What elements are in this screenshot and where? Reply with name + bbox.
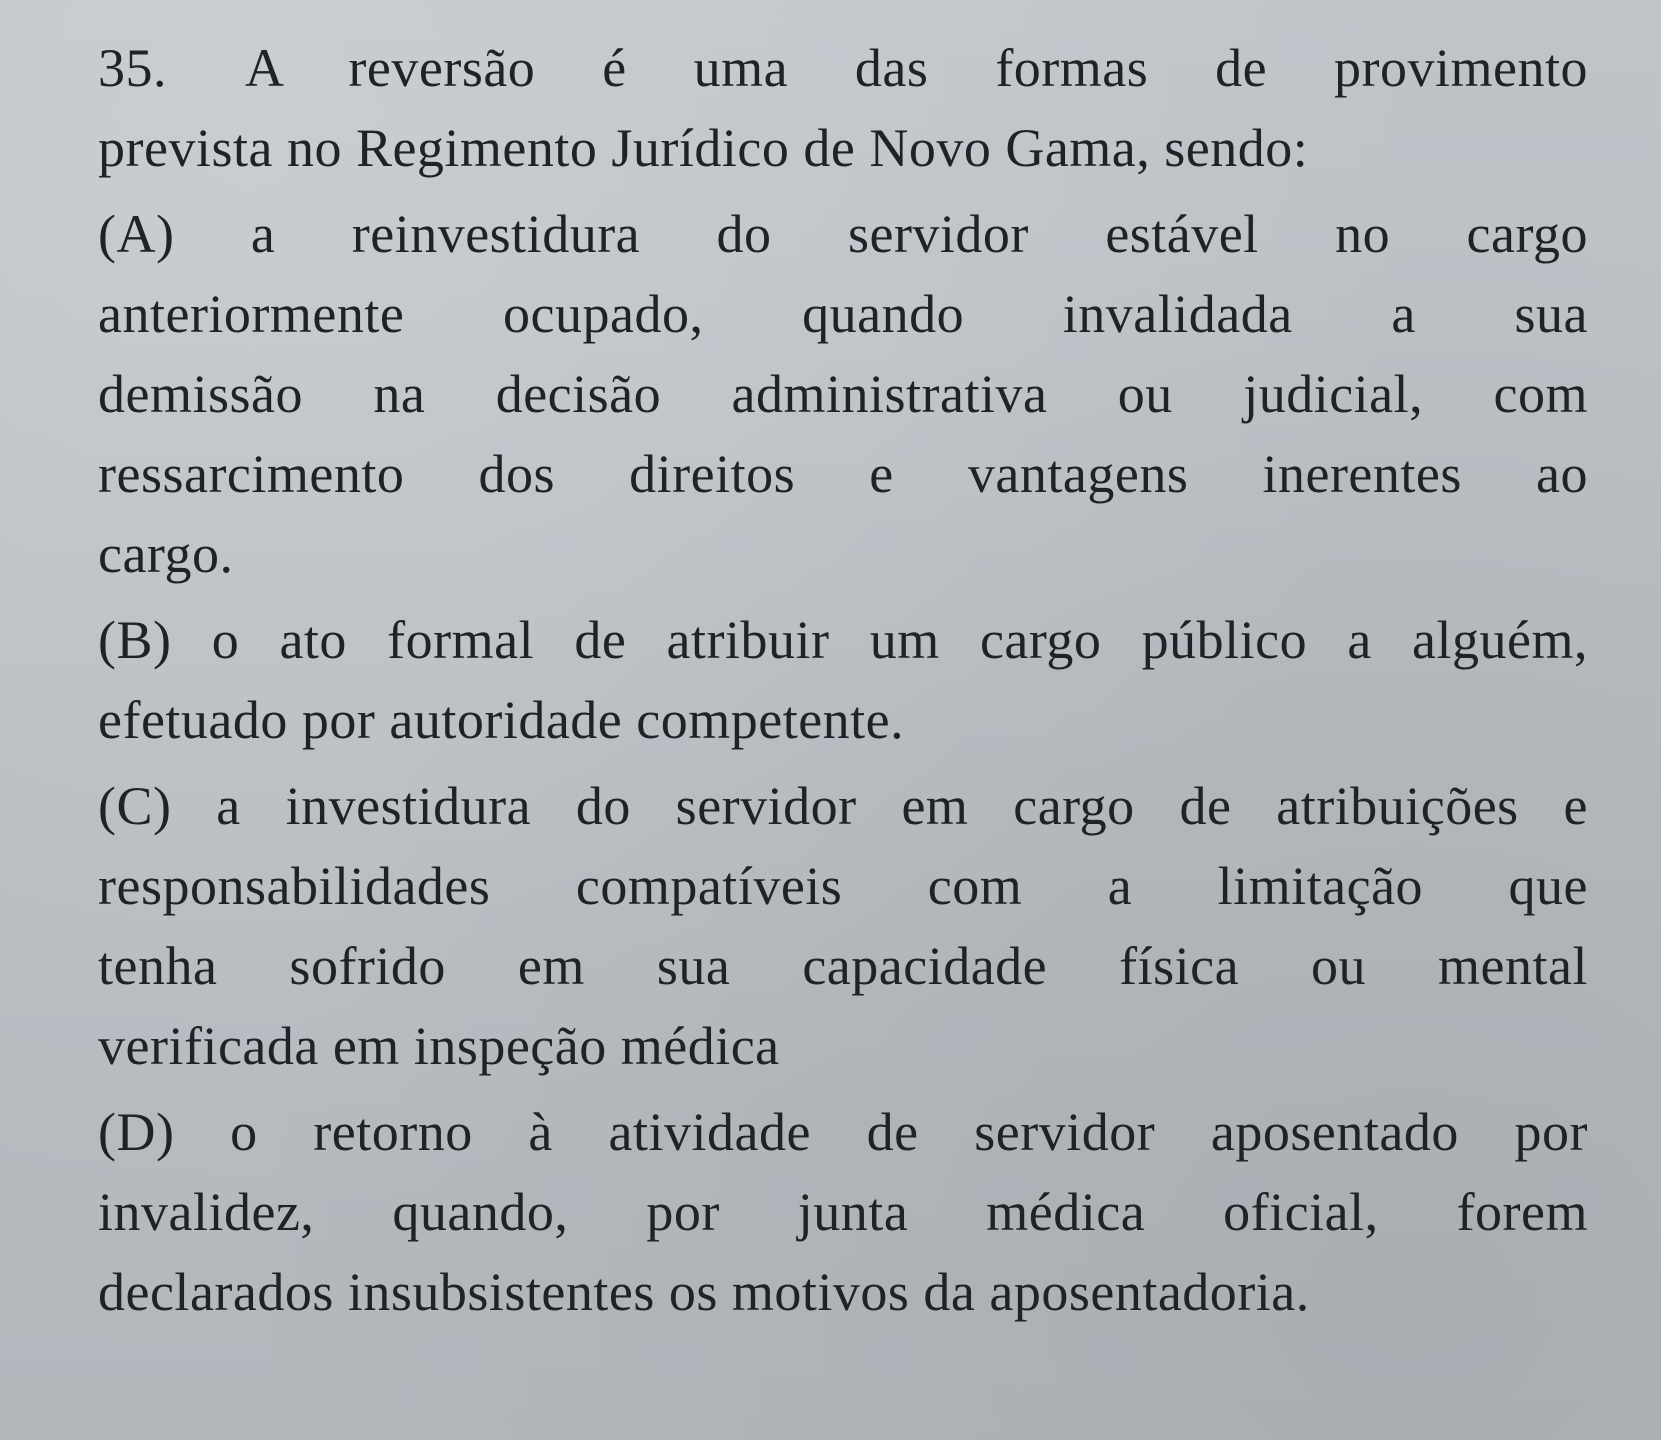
option-c-line-4: verificada em inspeção médica	[98, 1016, 780, 1076]
option-b[interactable]	[98, 600, 1588, 760]
option-c-line-3: tenha sofrido em sua capacidade física ou mental	[98, 936, 1588, 996]
question-number: 35.	[98, 38, 167, 98]
option-d-line-3: declarados insubsistentes os motivos da aposentadoria.	[98, 1262, 1310, 1322]
option-b-line-2: efetuado por autoridade competente.	[98, 690, 905, 750]
option-c-line-1: (C) a investidura do servidor em cargo de atribuições e	[98, 776, 1588, 836]
option-c-line-2: responsabilidades compatíveis com a limitação que	[98, 856, 1588, 916]
question-stem-line-1	[98, 28, 1588, 108]
option-a-line-3: demissão na decisão administrativa ou judicial, com	[98, 364, 1588, 424]
option-d[interactable]	[98, 1092, 1588, 1332]
question-35	[98, 28, 1588, 1332]
option-d-line-1: (D) o retorno à atividade de servidor aposentado por	[98, 1102, 1588, 1162]
option-a-line-4: ressarcimento dos direitos e vantagens inerentes ao	[98, 444, 1588, 504]
option-a-line-5: cargo.	[98, 524, 234, 584]
question-stem-text-1: A reversão é uma das formas de provimento	[245, 38, 1588, 98]
option-d-line-2: invalidez, quando, por junta médica oficial, forem	[98, 1182, 1588, 1242]
option-c[interactable]	[98, 766, 1588, 1086]
question-stem-line-2: prevista no Regimento Jurídico de Novo Gama, sendo:	[98, 118, 1309, 178]
option-a[interactable]	[98, 194, 1588, 594]
option-a-line-2: anteriormente ocupado, quando invalidada a sua	[98, 284, 1588, 344]
option-a-line-1: (A) a reinvestidura do servidor estável no cargo	[98, 204, 1588, 264]
option-b-line-1: (B) o ato formal de atribuir um cargo público a alguém,	[98, 610, 1588, 670]
